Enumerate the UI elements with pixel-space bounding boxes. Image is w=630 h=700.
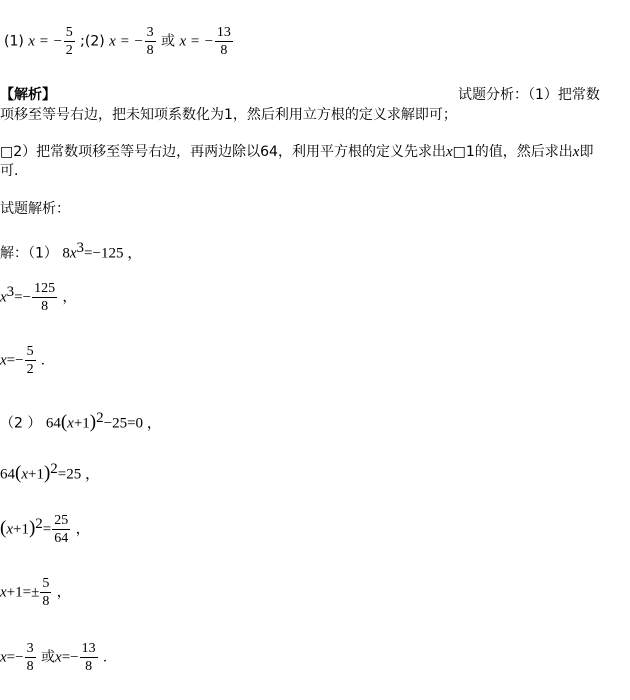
part-2-l5-fraction-1 — [25, 640, 36, 675]
part-2-l1-lparen: ( — [60, 411, 68, 433]
hint-x-2: x — [572, 144, 580, 160]
part-2-l1-coef: 64 — [45, 415, 61, 432]
part-2-label: （2 ） — [0, 415, 42, 432]
answer-fraction-3 — [215, 24, 233, 59]
part-2-l4-eq: +1=± — [6, 584, 40, 601]
part-2-l2-lparen: ( — [15, 462, 22, 484]
answer-separator: ;(2) — [80, 33, 105, 50]
answer-fraction-2-num: 3 — [146, 25, 154, 40]
step-2-exp: 3 — [6, 283, 15, 300]
part-2-l3-end: ， — [75, 521, 90, 538]
hint-x-1: x — [445, 144, 453, 160]
part-2-l5-den-2: 8 — [85, 659, 93, 674]
step-3-den: 2 — [26, 362, 34, 377]
step-2-x: x — [0, 289, 7, 306]
solution-heading: 试题解析： — [0, 201, 70, 217]
part-2-l4-den: 8 — [42, 594, 50, 609]
solution-part-2-line-2 — [0, 461, 100, 485]
part-2-l3-lparen: ( — [0, 517, 7, 539]
solution-step-1 — [0, 240, 142, 263]
analysis-hint-line-2: 项移至等号右边，把未知项系数化为1，然后利用立方根的定义求解即可； — [0, 107, 457, 123]
part-2-l3-exp: 2 — [35, 515, 43, 532]
part-2-l3-eq: = — [42, 521, 52, 538]
solution-part-2-line-1 — [0, 410, 162, 434]
solution-step-2 — [0, 280, 77, 315]
answer-fraction-3-num: 13 — [216, 25, 231, 40]
part-2-l5-or: 或 — [41, 649, 56, 666]
part-2-l5-x2: x — [55, 649, 62, 666]
part-2-l5-eq1: =− — [6, 649, 24, 666]
part-2-l2-exp: 2 — [50, 461, 58, 477]
part-2-l2-x: x — [21, 466, 28, 483]
step-1-label: 解：（1） — [0, 245, 58, 262]
step-1-x: x — [69, 245, 77, 262]
analysis-hint-line-3 — [0, 141, 593, 161]
step-2-num: 125 — [34, 281, 56, 296]
part-2-l2-inner: +1 — [28, 466, 44, 483]
step-1-rhs: =−125 ， — [84, 245, 143, 262]
part-2-l5-fraction-2 — [80, 640, 98, 675]
part-2-l3-inner: +1 — [13, 521, 29, 538]
analysis-hint-line-4: 可. — [0, 163, 19, 179]
part-2-l5-x1: x — [0, 649, 7, 666]
solution-part-2-line-3 — [0, 512, 90, 547]
part-2-l2-coef: 64 — [0, 466, 15, 483]
hint-line-3-c: 即 — [579, 144, 594, 160]
step-2-eq: =− — [14, 289, 32, 306]
part-2-l3-den: 64 — [54, 531, 69, 546]
step-3-x: x — [0, 352, 7, 369]
part-2-l3-num: 25 — [54, 513, 69, 528]
part-2-l5-eq2: =− — [61, 649, 79, 666]
analysis-tag: 【解析】 — [0, 87, 56, 103]
answer-fraction-2-den: 8 — [146, 43, 154, 58]
part-2-l1-rhs: −25=0 ， — [103, 415, 162, 432]
answer-x-eq-3: x = − — [179, 33, 214, 50]
step-3-fraction — [25, 343, 36, 378]
answer-x-eq-1: x = − — [28, 33, 63, 50]
answer-line — [4, 24, 234, 59]
part-2-l3-rparen: ) — [28, 517, 36, 539]
step-1-coef: 8 — [62, 245, 70, 262]
part-2-l5-num-1: 3 — [26, 641, 34, 656]
part-2-l2-rparen: ) — [43, 462, 51, 484]
answer-fraction-3-den: 8 — [220, 43, 228, 58]
part-2-l1-rparen: ) — [89, 411, 97, 433]
part-2-l4-end: ， — [56, 584, 71, 601]
part-2-l4-x: x — [0, 584, 7, 601]
part-2-l1-exp: 2 — [96, 410, 104, 426]
step-2-den: 8 — [41, 299, 49, 314]
solution-step-3 — [0, 343, 45, 378]
step-2-end: ， — [62, 289, 77, 306]
part-2-l1-x: x — [67, 415, 74, 432]
part-2-l4-num: 5 — [42, 576, 50, 591]
answer-or: 或 — [161, 33, 176, 50]
step-3-num: 5 — [26, 344, 34, 359]
part-2-l3-x: x — [6, 521, 13, 538]
solution-part-2-line-4 — [0, 575, 71, 610]
hint-line-3-b: □1的值，然后求出 — [452, 144, 573, 160]
step-1-exp: 3 — [76, 240, 85, 256]
hint-line-3-a: □2）把常数项移至等号右边，再两边除以64，利用平方根的定义先求出 — [0, 144, 446, 160]
part-2-l5-end: . — [103, 649, 107, 666]
part-2-l3-fraction — [52, 512, 70, 547]
part-2-l5-den-1: 8 — [26, 659, 34, 674]
step-3-eq: =− — [6, 352, 24, 369]
step-3-end: . — [41, 352, 45, 369]
answer-x-eq-2: x = − — [109, 33, 144, 50]
part-2-l4-fraction — [40, 575, 51, 610]
step-2-fraction — [32, 280, 57, 315]
solution-part-2-line-5 — [0, 640, 107, 675]
part-2-l2-rhs: =25 ， — [57, 466, 101, 483]
answer-fraction-1-num: 5 — [65, 25, 73, 40]
answer-part1-label: (1) — [4, 33, 24, 50]
answer-fraction-1-den: 2 — [65, 43, 73, 58]
part-2-l1-inner: +1 — [73, 415, 90, 432]
answer-fraction-1 — [64, 24, 75, 59]
part-2-l5-num-2: 13 — [81, 641, 96, 656]
answer-fraction-2 — [145, 24, 156, 59]
analysis-hint-intro: 试题分析：（1）把常数 — [458, 87, 600, 103]
